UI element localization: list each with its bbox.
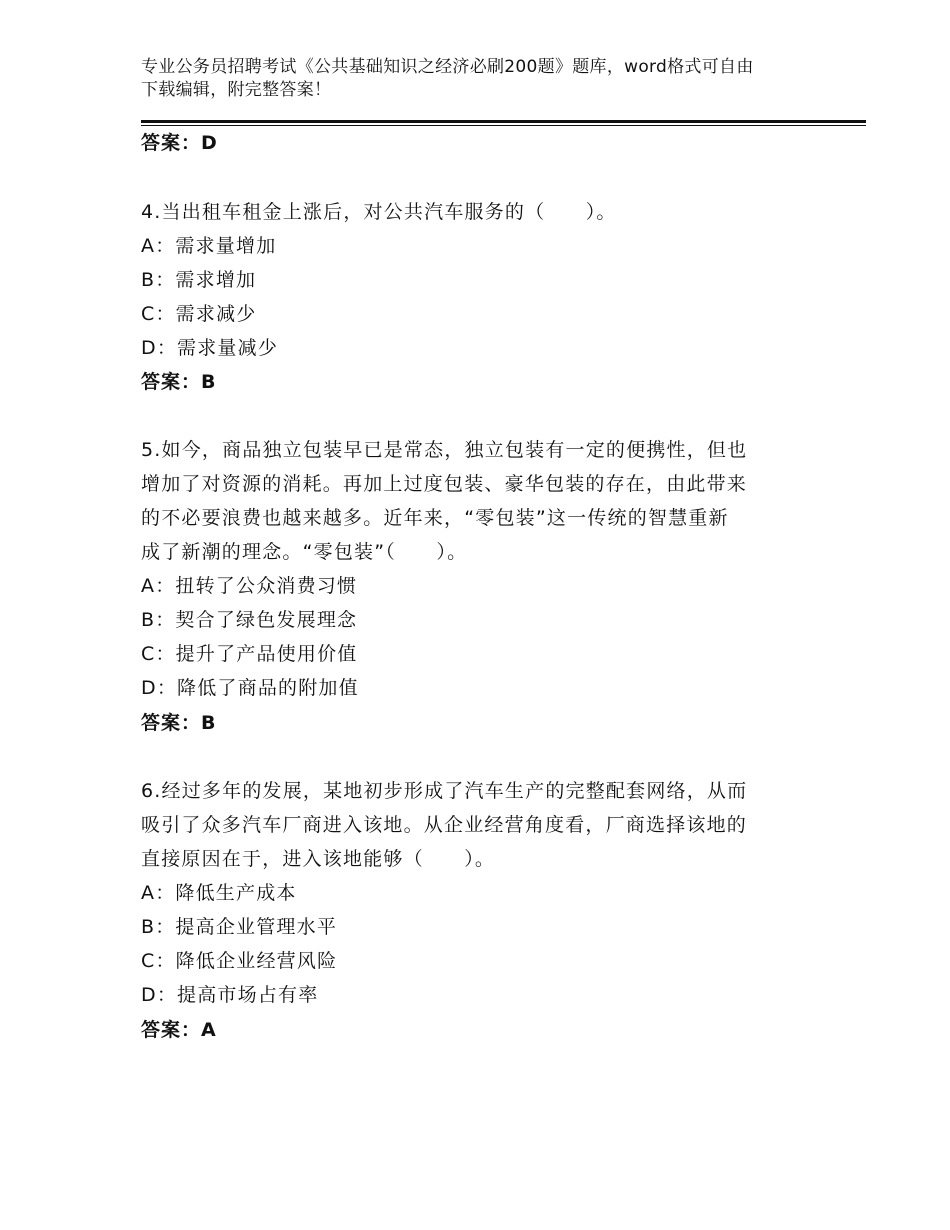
question-5-answer: 答案：B	[141, 712, 217, 734]
question-5-option-d: D：降低了商品的附加值	[141, 677, 359, 699]
question-5-stem-line: 成了新潮的理念。“零包装”（ ）。	[141, 541, 468, 563]
question-6-option-a: A：降低生产成本	[141, 882, 297, 904]
question-6-stem-line: 6.经过多年的发展，某地初步形成了汽车生产的完整配套网络，从而	[141, 780, 748, 802]
question-5-option-b: B：契合了绿色发展理念	[141, 609, 358, 631]
question-4-answer: 答案：B	[141, 371, 217, 393]
question-6-option-b: B：提高企业管理水平	[141, 916, 338, 938]
question-6-option-d: D：提高市场占有率	[141, 984, 319, 1006]
previous-answer: 答案：D	[141, 132, 218, 154]
question-5-option-a: A：扭转了公众消费习惯	[141, 575, 358, 597]
question-6-stem-line: 吸引了众多汽车厂商进入该地。从企业经营角度看，厂商选择该地的	[141, 814, 748, 836]
question-6-stem-line: 直接原因在于，进入该地能够（ ）。	[141, 848, 496, 870]
question-5-option-c: C：提升了产品使用价值	[141, 643, 358, 665]
question-5-stem-line: 5.如今，商品独立包装早已是常态，独立包装有一定的便携性，但也	[141, 439, 748, 461]
header-divider	[141, 120, 866, 123]
question-4-option-a: A：需求量增加	[141, 235, 277, 257]
question-6-option-c: C：降低企业经营风险	[141, 950, 338, 972]
header-line-2: 下载编辑，附完整答案！	[141, 80, 332, 100]
question-4-option-d: D：需求量减少	[141, 337, 279, 359]
question-6-answer: 答案：A	[141, 1019, 217, 1041]
question-4-option-c: C：需求减少	[141, 303, 257, 325]
question-5-stem-line: 增加了对资源的消耗。再加上过度包装、豪华包装的存在，由此带来	[141, 473, 748, 495]
question-4-option-b: B：需求增加	[141, 269, 257, 291]
header-line-1: 专业公务员招聘考试《公共基础知识之经济必刷200题》题库，word格式可自由	[141, 57, 754, 77]
question-5-stem-line: 的不必要浪费也越来越多。近年来，“零包装”这一传统的智慧重新	[141, 507, 729, 529]
question-4-stem-line: 4.当出租车租金上涨后，对公共汽车服务的（ ）。	[141, 201, 617, 223]
header-divider-thin	[141, 125, 866, 126]
document-header	[141, 56, 801, 102]
